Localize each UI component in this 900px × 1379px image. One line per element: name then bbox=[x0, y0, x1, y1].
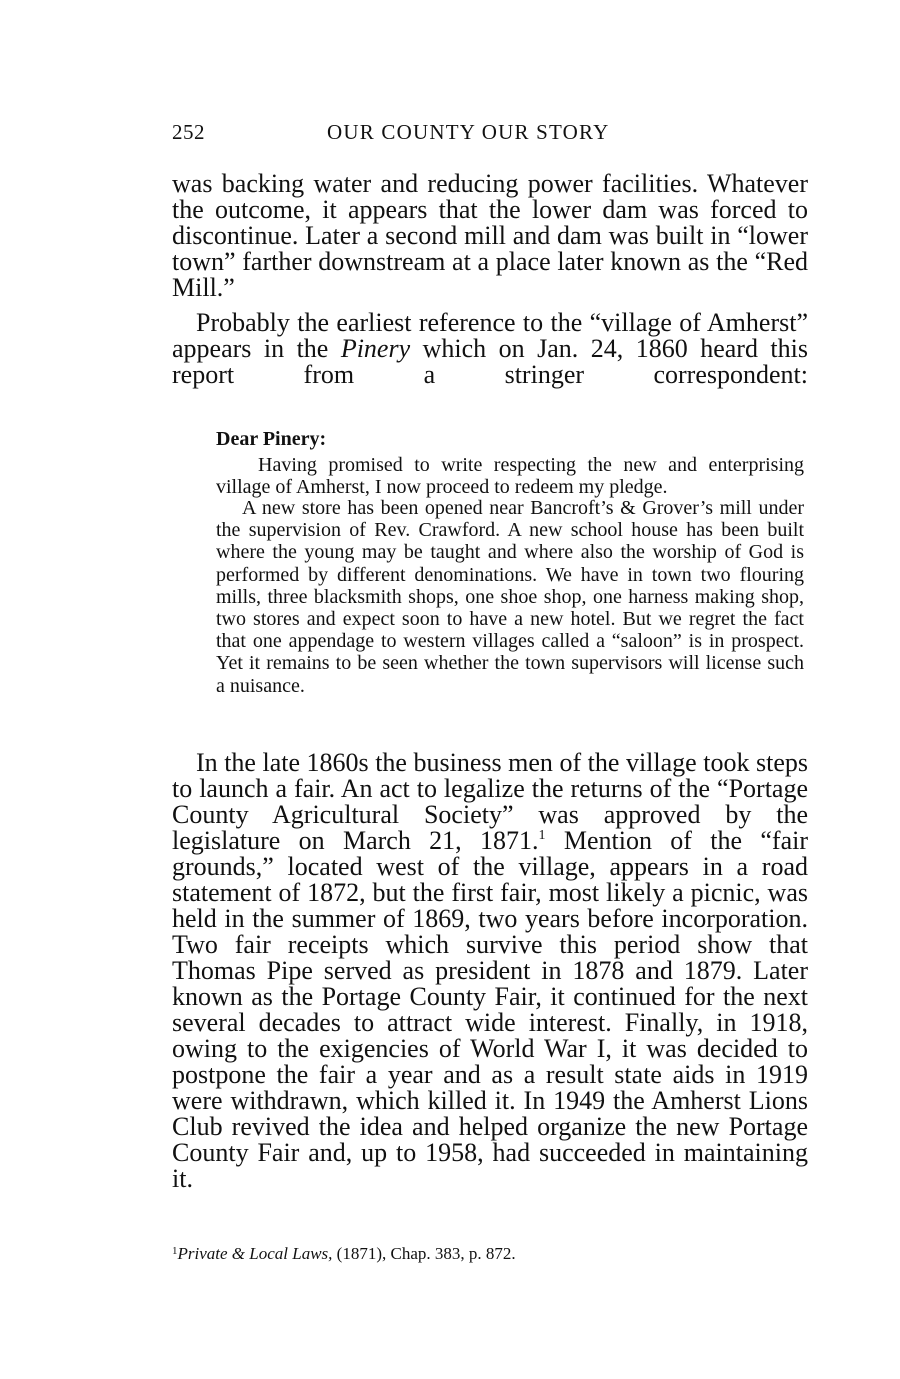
paragraph-text: Probably the earliest reference to the “village of Amherst” appears in the bbox=[172, 308, 808, 363]
page-number: 252 bbox=[172, 120, 205, 144]
paragraph-text: In the late 1860s the business men of the village took steps to launch a fair. An act to legalize the returns of the “Portage County Agricultural Society” was approved by the legislature on March 21, 1871. bbox=[172, 748, 808, 855]
page-header bbox=[172, 120, 808, 150]
newspaper-title: Pinery bbox=[340, 334, 411, 363]
letter-salutation: Dear Pinery: bbox=[216, 428, 327, 450]
paragraph-mill-dam: was backing water and reducing power facilities. Whatever the outcome, it appears that the lower dam was forced to discontinue. Later a second mill and dam was built in “lower town” farther downstream at a place later known as the “Red Mill.” bbox=[172, 169, 808, 302]
paragraph-text: Mention of the “fair grounds,” located west of the village, appears in a road statement of 1872, but the first fair, most likely a picnic, was held in the summer of 1869, two years before incorporation. Two fair receipts which survive this period show that Thomas Pipe served as president in 1878 and 1879. Later known as the Portage County Fair, it continued for the next several decades to attract wide interest. Finally, in 1918, owing to the exigencies of World War I, it was decided to postpone the fair a year and as a result state aids in 1919 were withdrawn, which killed it. In 1949 the Amherst Lions Club revived the idea and helped organize the new Portage County Fair and, up to 1958, had succeeded in maintaining it. bbox=[172, 826, 808, 1193]
paragraph-village-reference bbox=[172, 310, 808, 388]
footnote-reference: 1 bbox=[538, 828, 546, 843]
letter-paragraph-1: Having promised to write respecting the new and enterprising village of Amherst, I now proceed to redeem my pledge. bbox=[216, 454, 804, 499]
running-head: OUR COUNTY OUR STORY bbox=[327, 120, 610, 144]
paragraph-text: which on Jan. 24, 1860 heard this report from a stringer correspondent: bbox=[172, 334, 808, 389]
paragraph-county-fair bbox=[172, 750, 808, 1192]
footnote-citation: (1871), Chap. 383, p. 872. bbox=[332, 1244, 516, 1263]
footnote-source: Private & Local Laws, bbox=[177, 1244, 333, 1263]
footnote-marker: 1 bbox=[172, 1245, 178, 1257]
letter-paragraph-2: A new store has been opened near Bancroft’s & Grover’s mill under the supervision of Rev. Crawford. A new school house has been built where the young may be taught and where also the worship of God is performed by different denominations. We have in town two flouring mills, three blacksmith shops, one shoe shop, one harness making shop, two stores and expect soon to have a new hotel. But we regret the fact that one appendage to western villages called a “saloon” is in prospect. Yet it remains to be seen whether the town supervisors will license such a nuisance. bbox=[216, 497, 804, 697]
footnote bbox=[172, 1244, 516, 1264]
